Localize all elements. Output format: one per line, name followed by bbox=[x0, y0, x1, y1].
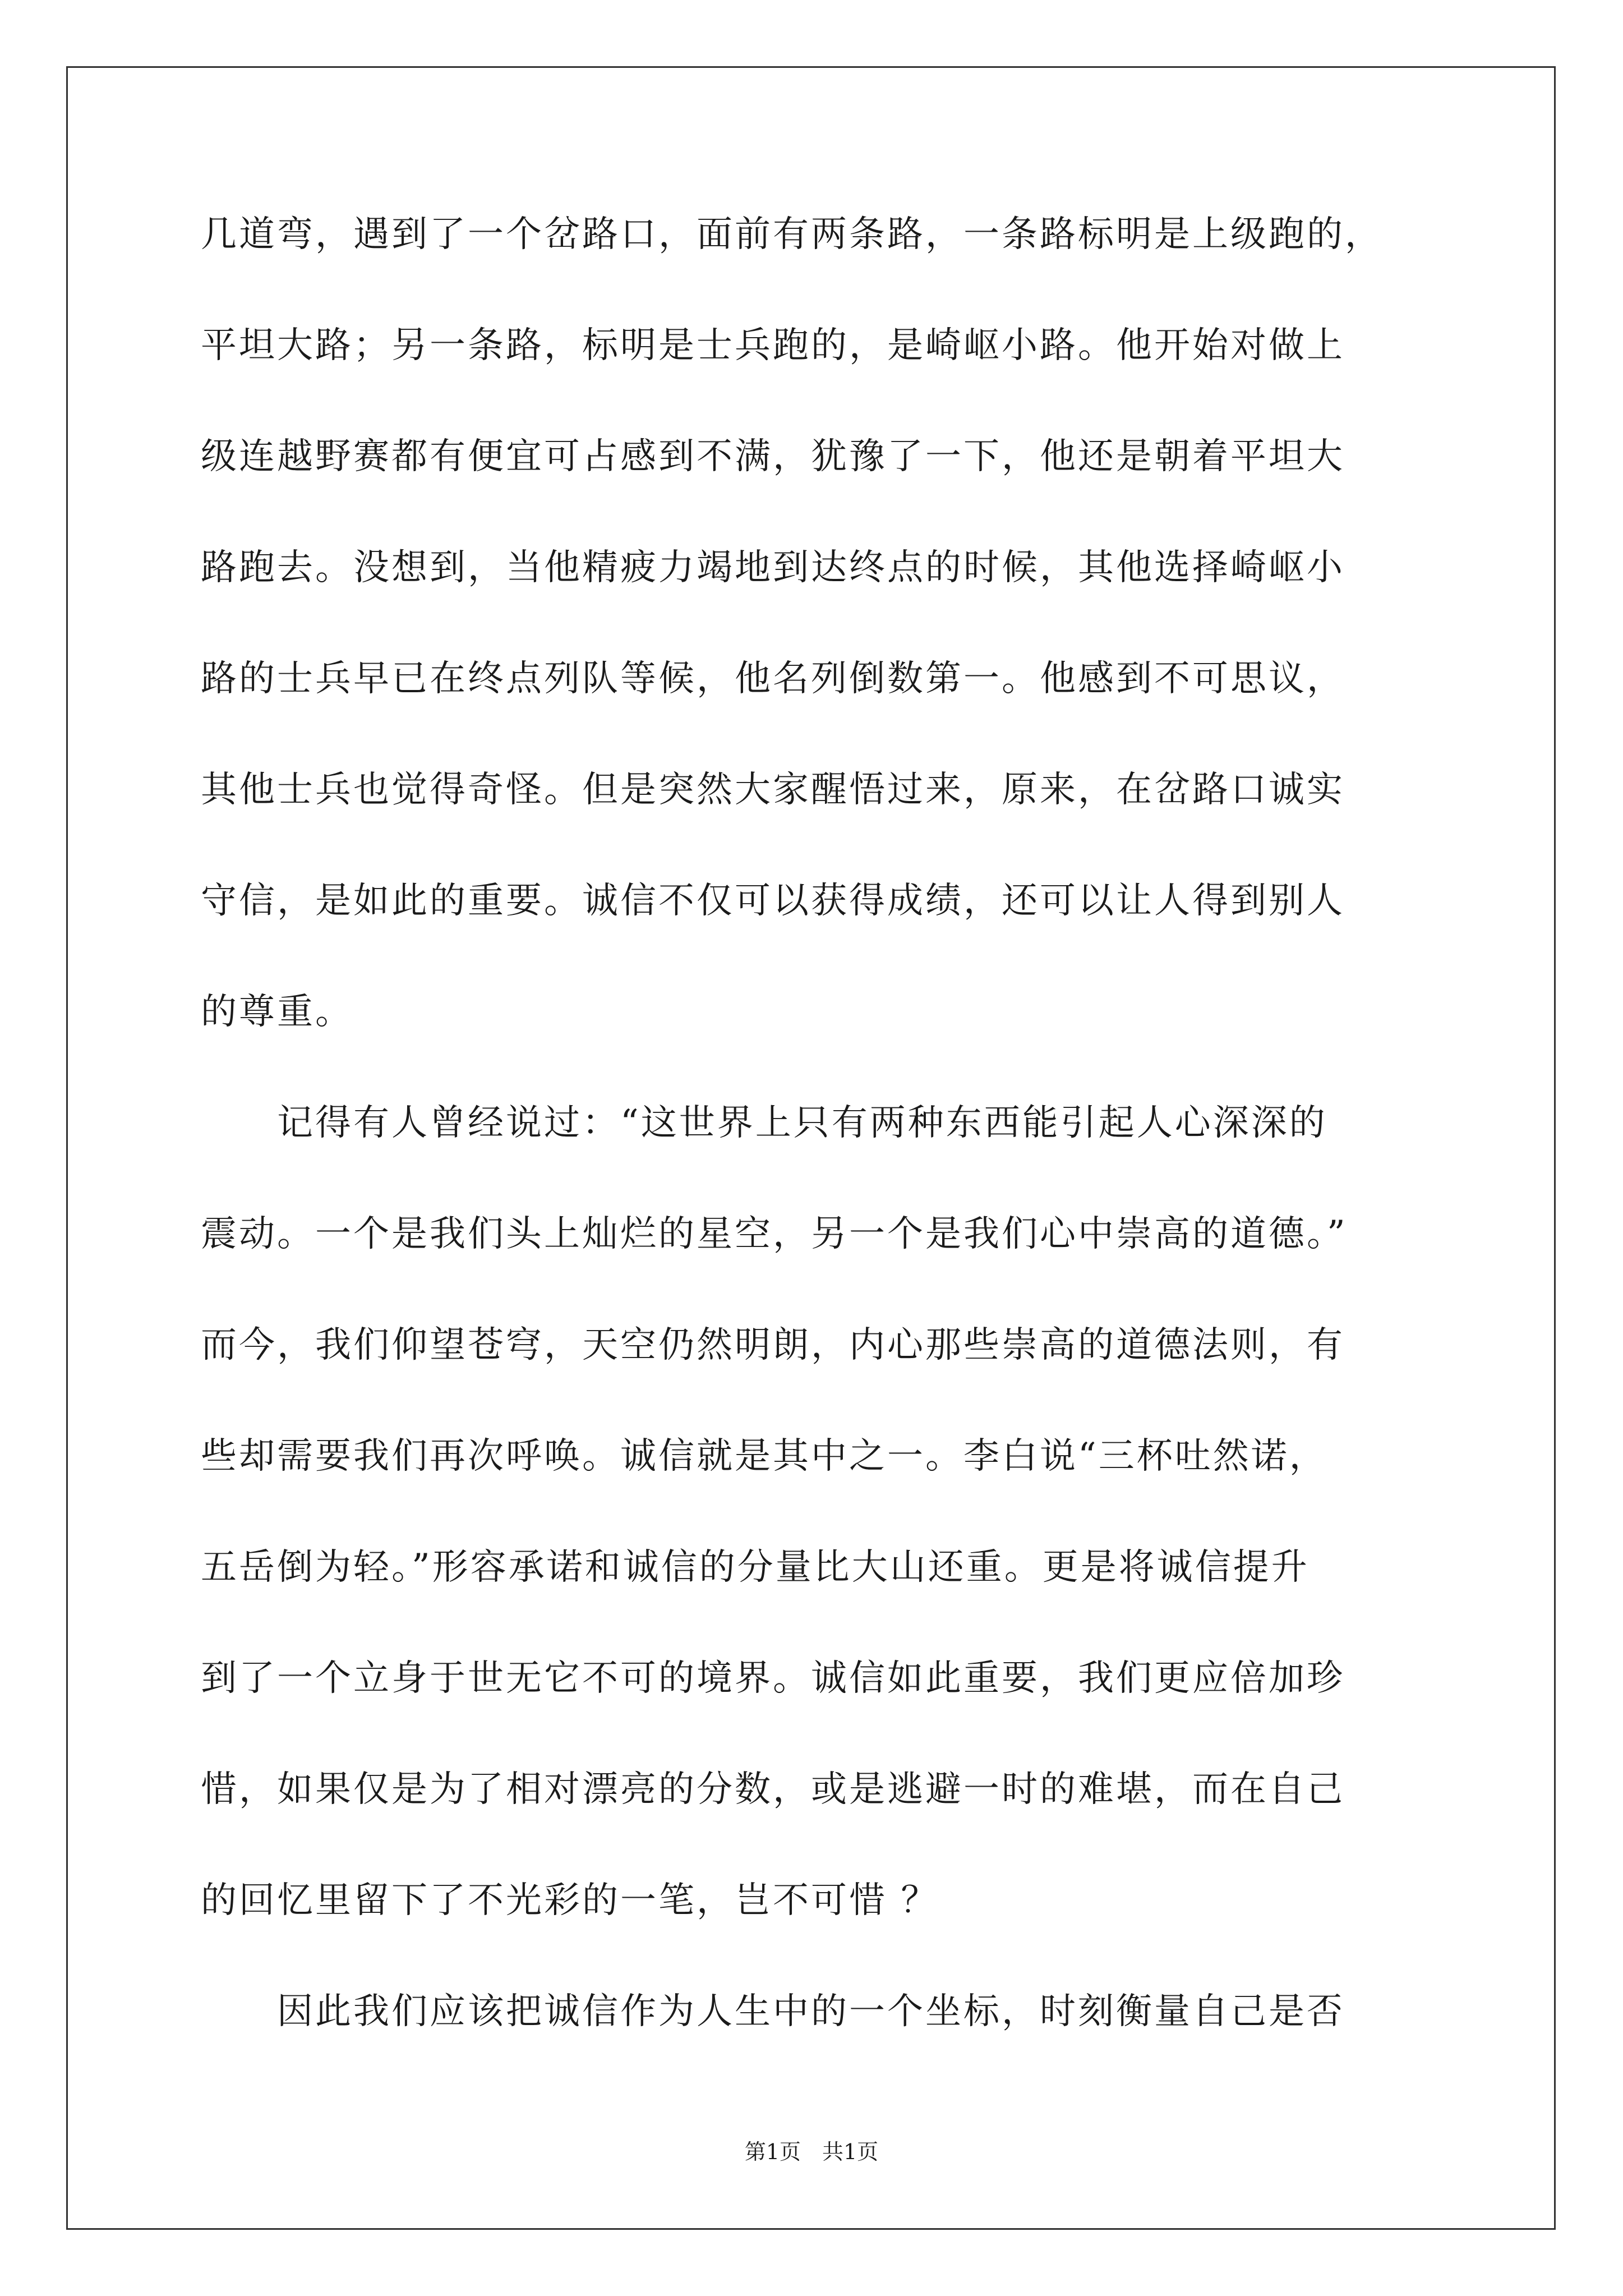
text-line: 守信，是如此的重要。诚信不仅可以获得成绩，还可以让人得到别人 bbox=[201, 880, 1345, 922]
text-line: 路的士兵早已在终点列队等候，他名列倒数第一。他感到不可思议， bbox=[201, 658, 1345, 700]
text-line: 几道弯，遇到了一个岔路口，面前有两条路，一条路标明是上级跑的， bbox=[201, 214, 1383, 255]
text-line: 五岳倒为轻。”形容承诺和诚信的分量比大山还重。更是将诚信提升 bbox=[201, 1547, 1310, 1588]
text-line: 的回忆里留下了不光彩的一笔，岂不可惜 ？ bbox=[201, 1880, 939, 1921]
text-line: 其他士兵也觉得奇怪。但是突然大家醒悟过来，原来，在岔路口诚实 bbox=[201, 769, 1345, 811]
text-line: 路跑去。没想到，当他精疲力竭地到达终点的时候，其他选择崎岖小 bbox=[201, 547, 1345, 588]
text-line: 惜，如果仅是为了相对漂亮的分数，或是逃避一时的难堪，而在自己 bbox=[201, 1769, 1345, 1810]
page-footer: 第1页 共1页 bbox=[744, 2139, 879, 2164]
text-line: 平坦大路；另一条路，标明是士兵跑的，是崎岖小路。他开始对做上 bbox=[201, 325, 1345, 366]
text-line: 级连越野赛都有便宜可占感到不满，犹豫了一下，他还是朝着平坦大 bbox=[201, 436, 1345, 477]
text-line: 而今，我们仰望苍穹，天空仍然明朗，内心那些崇高的道德法则，有 bbox=[201, 1324, 1345, 1366]
text-line: 震动。一个是我们头上灿烂的星空，另一个是我们心中崇高的道德。” bbox=[201, 1213, 1348, 1255]
text-line: 记得有人曾经说过：“这世界上只有两种东西能引起人心深深的 bbox=[201, 1102, 1327, 1144]
text-line: 些却需要我们再次呼唤。诚信就是其中之一。李白说“三杯吐然诺， bbox=[201, 1435, 1327, 1477]
text-line: 到了一个立身于世无它不可的境界。诚信如此重要，我们更应倍加珍 bbox=[201, 1658, 1345, 1699]
text-line: 因此我们应该把诚信作为人生中的一个坐标，时刻衡量自己是否 bbox=[201, 1991, 1345, 2032]
text-line: 的尊重。 bbox=[201, 991, 353, 1033]
